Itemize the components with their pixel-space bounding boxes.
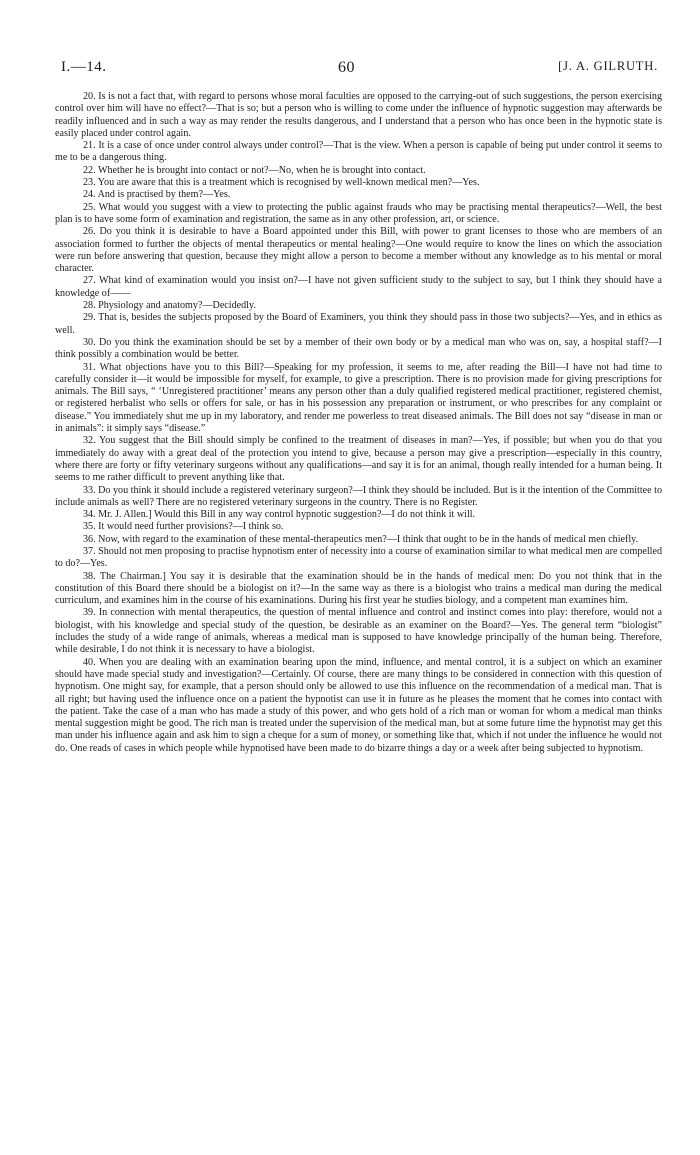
question-30: 30. Do you think the examination should be set by a member of their own body or by a medical man who was on, say, a hospital staff?—I think possibly a combination would be better. [55, 336, 662, 361]
question-29: 29. That is, besides the subjects proposed by the Board of Examiners, you think they should pass in those two subjects?—Yes, and in ethics as well. [55, 312, 662, 336]
question-21: 21. It is a case of once under control always under control?—That is the view. When a person is capable of being put under control it seems to me to be a dangerous thing. [55, 140, 662, 164]
question-27: 27. What kind of examination would you insist on?—I have not given sufficient study to the subject to say, but I think they should have a knowledge of—— [55, 275, 662, 299]
question-32: 32. You suggest that the Bill should simply be confined to the treatment of diseases in man?—Yes, if possible; but when you do that you immediately do away with a great deal of the protection you intend to give, because a person may give a prescription—especially in this country, where there are forty or fifty veterinary surgeons without any qualifications—and say it is for an animal, though really intended for a human being. It seems to me rather difficult to prevent anything like that. [55, 435, 662, 484]
question-38: 38. The Chairman.] You say it is desirable that the examination should be in the hands of medical men: Do you not think that in the constitution of this Board there should be a biologist on it?—In the same way as there is a biologist who trains a medical man during the medical curriculum, and examines him in the course of his examinations. During his first year he studies biology, and a competent man examines him. [55, 570, 662, 607]
question-23: 23. You are aware that this is a treatment which is recognised by well-known medical men?—Yes. [83, 177, 480, 189]
parliamentary-paper-number: I.—14. [61, 59, 107, 75]
page-header [55, 55, 662, 77]
page-number: 60 [338, 59, 355, 76]
witness-name: [J. A. GILRUTH. [558, 59, 658, 73]
question-26: 26. Do you think it is desirable to have a Board appointed under this Bill, with power to grant licenses to those who are members of an association formed to further the objects of mental therapeutics or mental healing?—One would require to know the lines on which the association were run before answering that question, because they might allow a person to become a member without any knowledge as to his mental or moral character. [55, 226, 662, 275]
question-22: 22. Whether he is brought into contact or not?—No, when he is brought into contact. [83, 164, 426, 176]
question-33: 33. Do you think it should include a registered veterinary surgeon?—I think they should be included. But is it the intention of the Committee to include animals as well? There are no registered veterinary surgeons in the country. There is no Register. [55, 484, 662, 508]
question-34: 34. Mr. J. Allen.] Would this Bill in any way control hypnotic suggestion?—I do not think it will. [83, 509, 476, 521]
question-25: 25. What would you suggest with a view to protecting the public against frauds who may be practising mental therapeutics?—Well, the best plan is to have some form of examination and registration, the same as in any other profession, art, or science. [55, 201, 662, 225]
evidence-body [55, 91, 662, 755]
question-20: 20. Is is not a fact that, with regard to persons whose moral faculties are opposed to the carrying-out of such suggestions, the person exercising control over him will have no effect?—That is so; but a person who is willing to come under the influence of hypnotic suggestion may afterwards be readily influenced and in such a way as may render the results dangerous, and I understand that a person who has once been in the hypnotic state is easily placed under control again. [55, 91, 662, 139]
question-31: 31. What objections have you to this Bill?—Speaking for my profession, it seems to me, after reading the Bill—I have not had time to carefully consider it—it would be impossible for myself, for example, to give a prescription. There is no provision made for giving prescriptions for animals. The Bill says, “ ‘Unregistered practitioner’ means any person other than a duly qualified registered medical practitioner, registered chemist, or registered herbalist who sells or offers for sale, or has in his possession any preparation or instrument, or who prescribes for any complaint or disease.” You immediately shut me up in my laboratory, and render me powerless to treat diseased animals. The Bill does not say “disease in man or in animals”: it simply says “disease.” [55, 361, 662, 435]
question-35: 35. It would need further provisions?—I think so. [83, 521, 284, 533]
question-28: 28. Physiology and anatomy?—Decidedly. [83, 300, 256, 312]
question-39: 39. In connection with mental therapeutics, the question of mental influence and control and instinct comes into play: therefore, would not a biologist, with his knowledge and special study of the question, be desirable as an examiner on the Board?—Yes. The general term “biologist” includes the study of a wide range of animals, whereas a medical man is supposed to have knowledge principally of the human being. Therefore, while desirable, I do not think it is necessary to have a biologist. [55, 607, 662, 656]
question-37: 37. Should not men proposing to practise hypnotism enter of necessity into a course of examination similar to what medical men are compelled to do?—Yes. [55, 545, 662, 570]
question-36: 36. Now, with regard to the examination of these mental-therapeutics men?—I think that ought to be in the hands of medical men chiefly. [83, 533, 639, 545]
question-40: 40. When you are dealing with an examination bearing upon the mind, influence, and mental control, it is a subject on which an examiner should have made special study and investigation?—Certainly. Of course, there are many things to be considered in connection with this question of hypnotism. One might say, for example, that a person should only be allowed to use this influence on the recommendation of a medical man. That is all right; but having used the influence once on a patient the hypnotist can use it in future as he pleases the moment that he comes into contact with the patient. Take the case of a man who has made a study of this power, and who gets hold of a rich man or woman for whom a medical man thinks mental suggestion might be good. The rich man is treated under the supervision of the medical man, but at some future time the hypnotist may get this man under his influence again and ask him to sign a cheque for a sum of money, or something like that, which if not under the influence he would not do. One reads of cases in which people while hypnotised have been made to do bizarre things a day or a week after being subjected to hypnotism. [55, 656, 662, 754]
question-24: 24. And is practised by them?—Yes. [83, 189, 231, 201]
